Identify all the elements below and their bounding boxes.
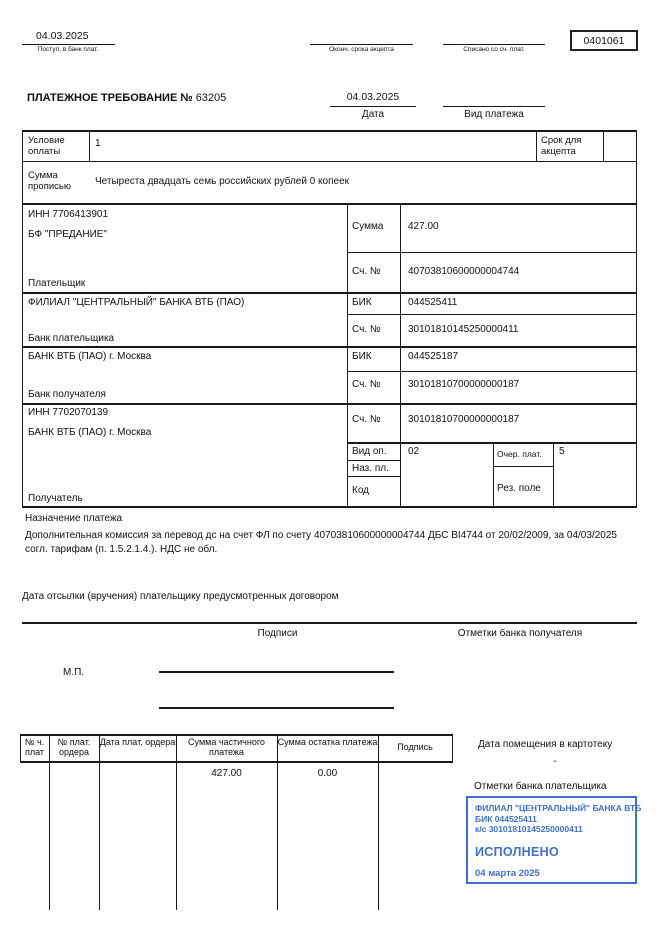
form-code-box [570,30,638,51]
bank-execution-stamp [466,796,642,884]
operation-type-value: 02 [408,446,420,457]
grid-line [553,442,554,506]
column-header: Подпись [397,742,433,752]
amount-value: 427.00 [408,221,439,232]
grid-line [89,130,90,161]
grid-line [603,130,604,161]
grid-line [536,130,537,161]
seal-label: М.П. [63,667,85,678]
payee-bank-name: БАНК ВТБ (ПАО) г. Москва [28,351,152,362]
grid-line [176,734,177,910]
code-label: Код [352,485,370,496]
grid-line [452,734,453,761]
received-date: 04.03.2025 [36,30,89,42]
column-header: № ч. плат [24,737,45,758]
purpose-code-label: Наз. пл. [352,463,389,474]
payee-bank-bik: 044525187 [408,351,459,362]
document-date: 04.03.2025 [346,91,400,103]
payer-label: Плательщик [28,278,86,289]
title-text: ПЛАТЕЖНОЕ ТРЕБОВАНИЕ № [27,92,193,104]
stamp-date: 04 марта 2025 [475,867,540,879]
grid-line [347,442,637,444]
grid-line [20,734,453,736]
payer-bank-account: 30101810145250000411 [408,324,519,335]
grid-line [22,203,637,205]
payment-type-label: Вид платежа [464,109,524,120]
underline [22,44,115,45]
grid-line [493,466,553,467]
partial-payments-table [20,734,453,910]
payer-bank-label: Банк плательщика [28,333,115,344]
payee-account-label: Сч. № [352,414,381,425]
column-header: № плат. ордера [57,737,91,758]
grid-line [347,476,400,477]
grid-line [22,130,23,506]
signature-line [159,707,394,709]
payer-name: БФ "ПРЕДАНИЕ" [28,229,107,240]
grid-line [347,252,637,253]
payer-bank-marks-label: Отметки банка плательщика [474,781,607,792]
stamp-corr-account: к/с 30101810145250000411 [475,824,583,835]
payee-bank-account-label: Сч. № [352,379,381,390]
payee-inn: ИНН 7702070139 [28,407,109,418]
purpose-label: Назначение платежа [25,513,123,524]
payee-label: Получатель [28,493,83,504]
payee-bank-account: 30101810700000000187 [408,379,520,390]
underline [443,106,545,107]
payment-condition-value: 1 [95,138,101,149]
priority-value: 5 [559,446,565,457]
payer-account-label: Сч. № [352,266,381,277]
grid-line [347,371,637,372]
document-number: 63205 [195,92,227,104]
grid-line [20,761,453,763]
accept-deadline-label: Оконч. срока акцепта [329,46,394,53]
amount-words-label: Сумма прописью [28,170,71,193]
form-code: 0401061 [583,34,625,47]
operation-type-label: Вид оп. [352,446,387,457]
payee-bank-label: Банк получателя [28,389,106,400]
priority-label: Очер. плат. [497,449,542,459]
grid-line [636,130,637,506]
amount-words: Четыреста двадцать семь российских рублей 0 копеек [95,176,350,187]
grid-line [22,346,637,348]
grid-line [493,442,494,506]
grid-line [22,161,637,162]
payer-inn: ИНН 7706413901 [28,209,109,220]
payee-name: БАНК ВТБ (ПАО) г. Москва [28,427,152,438]
underline [443,44,545,45]
column-header: Сумма частичного платежа [188,737,265,758]
underline [330,106,416,107]
payee-bank-marks-label: Отметки банка получателя [457,628,583,639]
document-title [27,92,226,105]
payment-form-table [22,130,637,508]
date-label: Дата [361,109,385,120]
column-header: Сумма остатка платежа [277,737,378,747]
grid-line [99,734,100,910]
section-divider [22,622,637,624]
payee-account: 30101810700000000187 [408,414,520,425]
grid-line [378,734,379,910]
grid-line [22,403,637,405]
underline [310,44,413,45]
grid-line [277,734,278,910]
grid-line [22,506,637,508]
accept-term-label: Срок для акцепта [541,135,582,158]
remainder-amount-value: 0.00 [317,768,338,779]
grid-line [400,203,401,506]
grid-line [22,292,637,294]
grid-line [347,203,348,506]
signatures-label: Подписи [257,628,298,639]
stamp-status: ИСПОЛНЕНО [475,844,559,859]
partial-amount-value: 427.00 [211,768,242,779]
payer-bank-bik-label: БИК [352,297,372,308]
amount-label: Сумма [352,221,384,232]
payee-bank-bik-label: БИК [352,351,372,362]
stamp-bik: БИК 044525411 [475,813,537,824]
card-file-value: - [553,756,557,767]
grid-line [49,734,50,910]
payer-bank-name: ФИЛИАЛ "ЦЕНТРАЛЬНЫЙ" БАНКА ВТБ (ПАО) [28,297,245,308]
received-label: Поступ. в банк плат. [37,46,99,53]
grid-line [347,460,400,461]
payment-condition-label: Условие оплаты [28,135,65,158]
card-file-label: Дата помещения в картотеку [478,739,613,750]
payer-bank-bik: 044525411 [408,297,458,308]
payer-bank-account-label: Сч. № [352,324,381,335]
stamp-bank-name: ФИЛИАЛ "ЦЕНТРАЛЬНЫЙ" БАНКА ВТБ [475,803,642,813]
signature-line [159,671,394,673]
purpose-text: Дополнительная комиссия за перевод дс на счет ФЛ по счету 40703810600000004744 ДБС ВI4744 от 20/02/2009, за 04/03/2025 согл. тарифам (п. 1.5.2.1.4.). НДС не обл. [25,530,617,555]
debited-label: Списано со сч. плат. [463,46,525,53]
grid-line [22,130,637,132]
grid-line [347,314,637,315]
send-date-label: Дата отсылки (вручения) плательщику предусмотренных договором [22,591,339,602]
reserve-field-label: Рез. поле [497,483,541,494]
payer-account: 40703810600000004744 [408,266,520,277]
column-header: Дата плат. ордера [99,737,176,747]
